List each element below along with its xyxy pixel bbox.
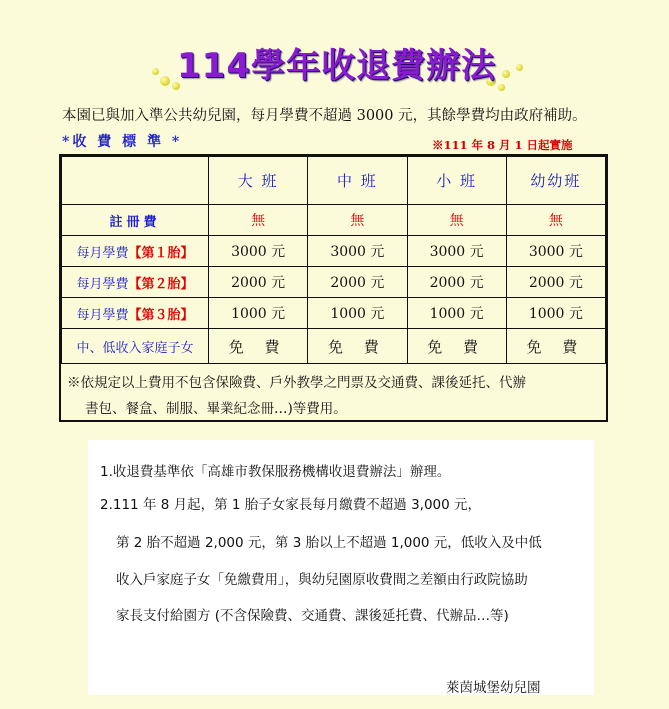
kindergarten-signature: 萊茵城堡幼兒園 bbox=[446, 680, 541, 696]
header-class-middle: 中 班 bbox=[308, 157, 407, 205]
fee-note-line: ※依規定以上費用不包含保險費、戶外教學之門票及交通費、課後延托、代辦 bbox=[67, 375, 526, 391]
header-empty-cell bbox=[62, 157, 209, 205]
tuition-cell: 1000 元 bbox=[209, 298, 308, 329]
row-label-prefix: 每月學費 bbox=[76, 276, 129, 292]
tuition-cell: 1000 元 bbox=[308, 298, 407, 329]
row-label-low-income: 中、低收入家庭子女 bbox=[62, 329, 209, 364]
policy-line: 1.收退費基準依「高雄市教保服務機構收退費辦法」辦理。 bbox=[100, 464, 451, 480]
tuition-cell: 2000 元 bbox=[209, 267, 308, 298]
decorative-dot bbox=[502, 70, 510, 78]
policy-line: 2.111 年 8 月起，第 1 胎子女家長每月繳費不超過 3,000 元， bbox=[100, 497, 482, 513]
tuition-cell: 1000 元 bbox=[407, 298, 506, 329]
table-row-tuition-first-child bbox=[62, 236, 606, 267]
policy-line: 收入戶家庭子女「免繳費用」，與幼兒園原收費間之差額由行政院協助 bbox=[116, 572, 528, 588]
fee-table-box bbox=[59, 154, 608, 422]
row-label-tag: 【第３胎】 bbox=[128, 307, 194, 323]
title-banner bbox=[150, 38, 530, 98]
row-label-third-child bbox=[62, 298, 209, 329]
table-row-tuition-second-child bbox=[62, 267, 606, 298]
tuition-cell: 2000 元 bbox=[308, 267, 407, 298]
policy-line: 第 2 胎不超過 2,000 元，第 3 胎以上不超過 1,000 元，低收入及中低 bbox=[116, 535, 542, 551]
policy-line: 家長支付給園方 (不含保險費、交通費、課後延托費、代辦品…等) bbox=[116, 608, 509, 624]
header-class-small: 小 班 bbox=[407, 157, 506, 205]
row-label-second-child bbox=[62, 267, 209, 298]
low-income-cell: 免 費 bbox=[308, 329, 407, 364]
fee-note bbox=[67, 370, 597, 422]
registration-cell: 無 bbox=[308, 205, 407, 236]
table-row-tuition-third-child bbox=[62, 298, 606, 329]
tuition-cell: 3000 元 bbox=[209, 236, 308, 267]
header-class-large: 大 班 bbox=[209, 157, 308, 205]
effective-date: ※111 年 8 月 1 日起實施 bbox=[432, 138, 573, 152]
policy-box bbox=[88, 440, 594, 695]
low-income-cell: 免 費 bbox=[407, 329, 506, 364]
decorative-dot bbox=[516, 64, 523, 71]
tuition-cell: 3000 元 bbox=[308, 236, 407, 267]
decorative-dot bbox=[152, 68, 159, 75]
row-label-tag: 【第１胎】 bbox=[128, 245, 194, 261]
table-row-registration bbox=[62, 205, 606, 236]
section-label: *收 費 標 準 * bbox=[62, 134, 183, 150]
row-label-prefix: 每月學費 bbox=[76, 307, 129, 323]
tuition-cell: 1000 元 bbox=[506, 298, 605, 329]
tuition-cell: 2000 元 bbox=[407, 267, 506, 298]
low-income-cell: 免 費 bbox=[209, 329, 308, 364]
decorative-dot bbox=[498, 84, 505, 91]
registration-cell: 無 bbox=[407, 205, 506, 236]
table-row-low-income bbox=[62, 329, 606, 364]
tuition-cell: 2000 元 bbox=[506, 267, 605, 298]
registration-cell: 無 bbox=[506, 205, 605, 236]
row-label-tag: 【第２胎】 bbox=[128, 276, 194, 292]
tuition-cell: 3000 元 bbox=[407, 236, 506, 267]
row-label-registration: 註冊費 bbox=[62, 205, 209, 236]
tuition-cell: 3000 元 bbox=[506, 236, 605, 267]
fee-table bbox=[61, 156, 606, 364]
low-income-cell: 免 費 bbox=[506, 329, 605, 364]
registration-cell: 無 bbox=[209, 205, 308, 236]
header-class-toddler: 幼幼班 bbox=[506, 157, 605, 205]
table-header-row bbox=[62, 157, 606, 205]
decorative-dot bbox=[160, 76, 170, 86]
page-title: 114學年收退費辦法 bbox=[177, 46, 496, 86]
fee-note-line: 書包、餐盒、制服、畢業紀念冊…)等費用。 bbox=[85, 401, 347, 417]
intro-text: 本園已與加入準公共幼兒園，每月學費不超過 3000 元，其餘學費均由政府補助。 bbox=[62, 108, 587, 124]
row-label-first-child bbox=[62, 236, 209, 267]
row-label-prefix: 每月學費 bbox=[76, 245, 129, 261]
